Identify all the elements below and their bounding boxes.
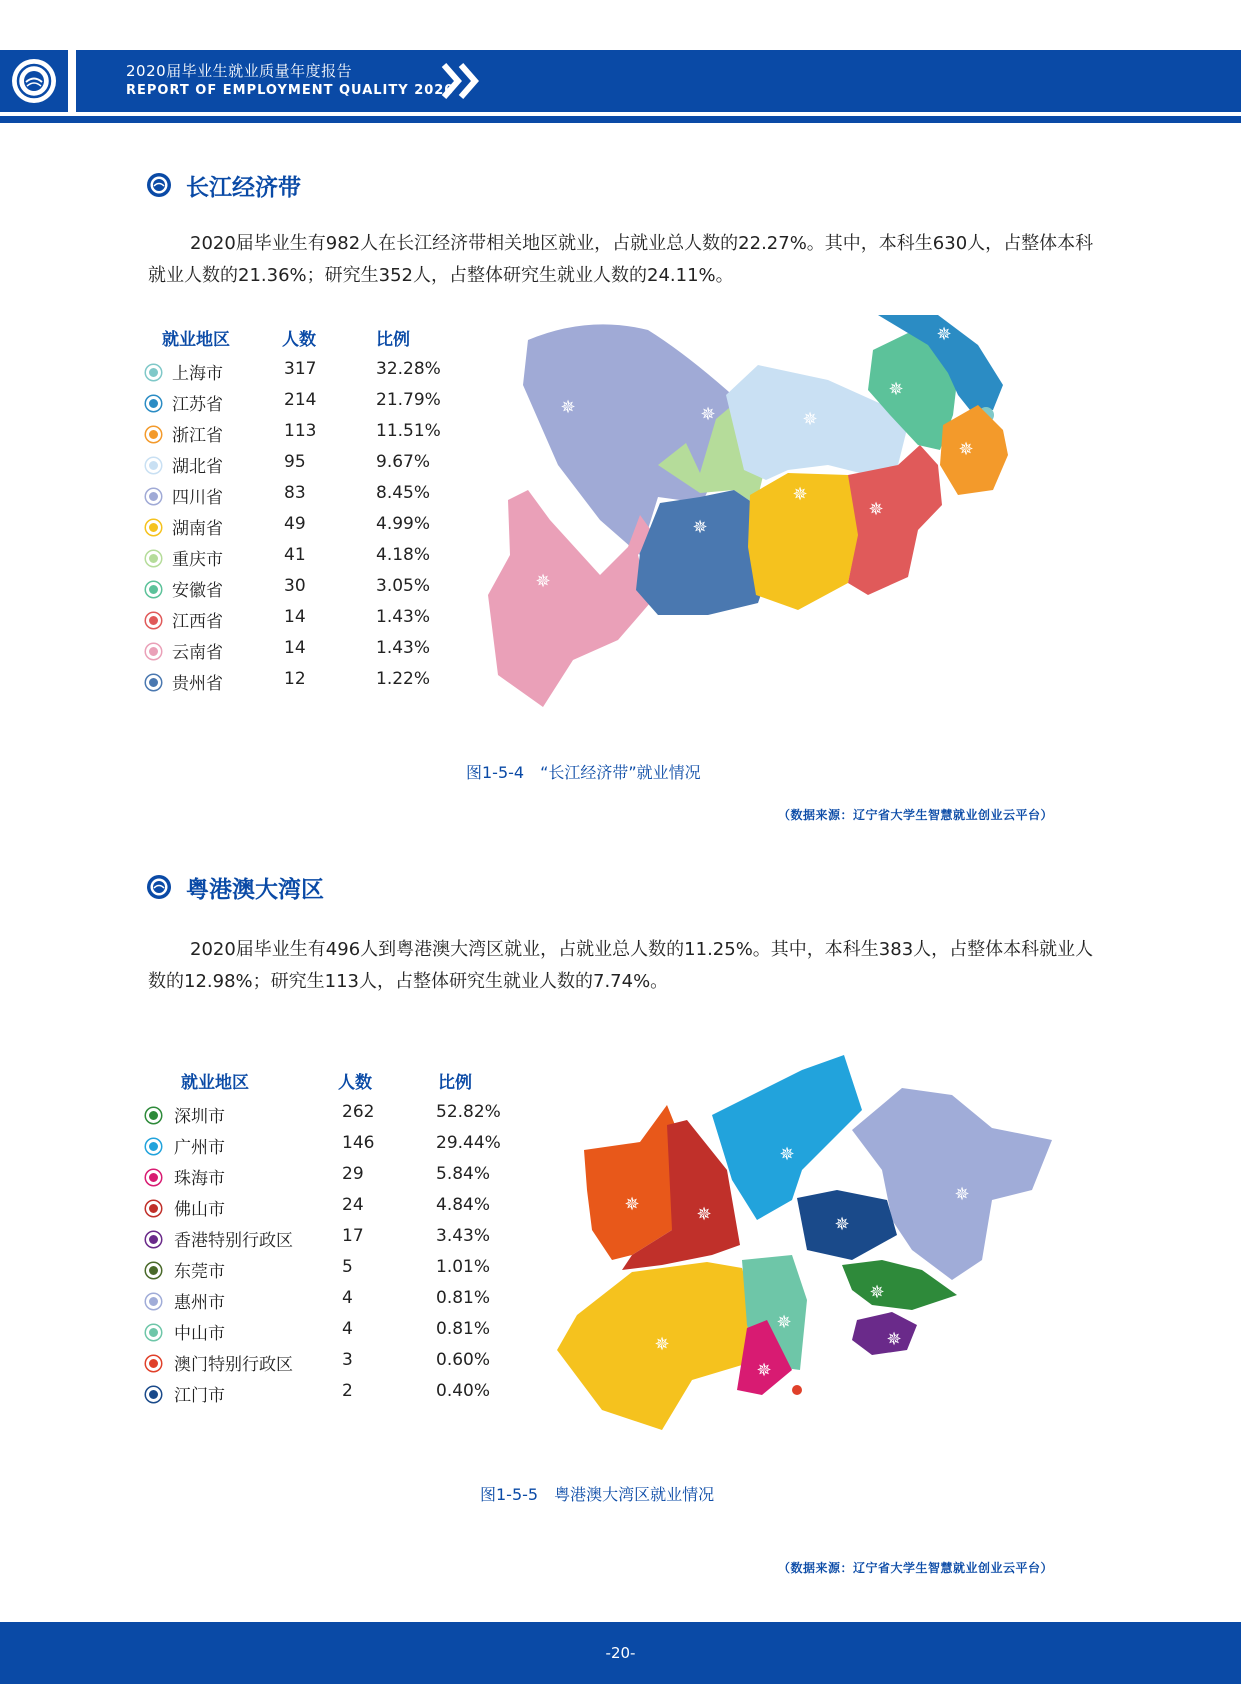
svg-text:✵: ✵ [624,1194,640,1215]
legend-dot-icon [146,613,161,628]
table-row [146,1102,526,1133]
table-row [146,1288,526,1319]
svg-text:✵: ✵ [868,499,884,520]
cell-ratio: 1.43% [376,638,431,658]
svg-text:✵: ✵ [692,517,708,538]
svg-text:✵: ✵ [700,404,716,425]
page-header [0,50,1241,112]
svg-text:✵: ✵ [886,1329,902,1350]
cell-count: 4 [342,1288,353,1308]
svg-text:✵: ✵ [888,379,904,400]
legend-dot-icon [146,396,161,411]
legend-dot-icon [146,1170,161,1185]
section1-paragraph: 2020届毕业生有982人在长江经济带相关地区就业，占就业总人数的22.27%。其中，本科生630人，占整体本科就业人数的21.36%；研究生352人，占整体研究生就业人数的24.11%。 [148,233,1094,286]
table-row [146,576,466,607]
cell-ratio: 3.05% [376,576,431,596]
cell-count: 214 [284,390,317,410]
map-region-macau [792,1385,802,1395]
cell-count: 24 [342,1195,364,1215]
section-emblem-icon [146,172,172,198]
cell-ratio: 5.84% [436,1164,491,1184]
cell-count: 4 [342,1319,353,1339]
legend-dot-icon [146,675,161,690]
legend-dot-icon [146,1387,161,1402]
cell-ratio: 1.22% [376,669,431,689]
cell-region: 云南省 [172,643,223,663]
map-region-huizhou [852,1088,1052,1280]
cell-region: 四川省 [172,488,223,508]
cell-ratio: 1.01% [436,1257,491,1277]
cell-ratio: 29.44% [436,1133,501,1153]
svg-text:✵: ✵ [936,324,952,345]
legend-dot-icon [146,1139,161,1154]
table-row [146,545,466,576]
svg-text:✵: ✵ [535,571,551,592]
table-row [146,421,466,452]
svg-text:✵: ✵ [756,1360,772,1381]
cell-region: 惠州市 [174,1293,225,1313]
page-footer [0,1622,1241,1684]
table-row [146,1381,526,1412]
report-title-en: REPORT OF EMPLOYMENT QUALITY 2020 [126,83,455,98]
cell-ratio: 11.51% [376,421,441,441]
cell-ratio: 32.28% [376,359,441,379]
cell-ratio: 1.43% [376,607,431,627]
table-row [146,638,466,669]
legend-dot-icon [146,1356,161,1371]
cell-region: 安徽省 [172,581,223,601]
svg-text:✵: ✵ [696,1204,712,1225]
cell-region: 湖南省 [172,519,223,539]
legend-dot-icon [146,1263,161,1278]
cell-ratio: 0.60% [436,1350,491,1370]
cell-ratio: 4.99% [376,514,431,534]
cell-ratio: 0.81% [436,1288,491,1308]
svg-text:✵: ✵ [560,397,576,418]
svg-text:✵: ✵ [834,1214,850,1235]
cell-region: 珠海市 [174,1169,225,1189]
section-title-gba [146,872,324,902]
cell-region: 江苏省 [172,395,223,415]
section-emblem-icon [146,874,172,900]
table-row [146,1195,526,1226]
cell-count: 3 [342,1350,353,1370]
cell-count: 317 [284,359,317,379]
legend-dot-icon [146,1108,161,1123]
header-divider [0,116,1241,123]
page-number: -20- [605,1644,636,1662]
table-row [146,483,466,514]
cell-count: 83 [284,483,306,503]
legend-dot-icon [146,1294,161,1309]
cell-ratio: 4.84% [436,1195,491,1215]
header-count: 人数 [282,330,316,350]
header-count: 人数 [338,1073,372,1093]
cell-ratio: 21.79% [376,390,441,410]
legend-dot-icon [146,489,161,504]
legend-dot-icon [146,365,161,380]
cell-count: 113 [284,421,317,441]
cell-ratio: 8.45% [376,483,431,503]
report-title-cn: 2020届毕业生就业质量年度报告 [126,62,353,80]
cell-ratio: 52.82% [436,1102,501,1122]
cell-count: 14 [284,638,306,658]
cell-region: 浙江省 [172,426,223,446]
table-row [146,669,466,700]
svg-text:✵: ✵ [779,1144,795,1165]
cell-count: 12 [284,669,306,689]
svg-text:✵: ✵ [792,484,808,505]
header-region: 就业地区 [181,1073,249,1093]
table-row [146,452,466,483]
table-header [146,1068,526,1098]
section-title-text: 长江经济带 [186,174,301,201]
header-ratio: 比例 [376,330,410,350]
university-logo [12,59,56,103]
legend-dot-icon [146,458,161,473]
legend-dot-icon [146,1232,161,1247]
cell-ratio: 0.81% [436,1319,491,1339]
cell-count: 17 [342,1226,364,1246]
cell-count: 41 [284,545,306,565]
legend-dot-icon [146,520,161,535]
legend-dot-icon [146,582,161,597]
table-row [146,390,466,421]
svg-text:✵: ✵ [654,1334,670,1355]
cell-region: 佛山市 [174,1200,225,1220]
cell-region: 广州市 [174,1138,225,1158]
cell-count: 29 [342,1164,364,1184]
section-title-text: 粤港澳大湾区 [186,876,324,903]
cell-region: 澳门特别行政区 [174,1355,293,1375]
section2-paragraph: 2020届毕业生有496人到粤港澳大湾区就业，占就业总人数的11.25%。其中，本科生383人，占整体本科就业人数的12.98%；研究生113人，占整体研究生就业人数的7.74%。 [148,939,1094,992]
cell-count: 146 [342,1133,375,1153]
cell-region: 上海市 [172,364,223,384]
table-row [146,514,466,545]
cell-ratio: 9.67% [376,452,431,472]
header-region: 就业地区 [162,330,230,350]
svg-text:✵: ✵ [958,439,974,460]
table-row [146,607,466,638]
cell-region: 湖北省 [172,457,223,477]
cell-region: 香港特别行政区 [174,1231,293,1251]
table-row [146,359,466,390]
header-bar [76,50,1241,112]
legend-dot-icon [146,427,161,442]
header-ratio: 比例 [438,1073,472,1093]
figure-caption-1: 图1-5-4 “长江经济带”就业情况 [466,763,701,782]
table-row [146,1350,526,1381]
double-chevron-icon [441,62,485,100]
cell-region: 贵州省 [172,674,223,694]
cell-ratio: 0.40% [436,1381,491,1401]
yangtze-table [146,325,466,700]
cell-region: 江西省 [172,612,223,632]
cell-region: 重庆市 [172,550,223,570]
cell-count: 262 [342,1102,375,1122]
gba-table [146,1068,526,1412]
svg-text:✵: ✵ [869,1282,885,1303]
table-row [146,1133,526,1164]
cell-ratio: 3.43% [436,1226,491,1246]
svg-text:✵: ✵ [802,409,818,430]
cell-region: 深圳市 [174,1107,225,1127]
cell-ratio: 4.18% [376,545,431,565]
section-title-yangtze [146,170,301,200]
cell-region: 江门市 [174,1386,225,1406]
gba-map [552,1050,1092,1440]
table-row [146,1226,526,1257]
logo-box [0,50,68,112]
map-region-hongkong [852,1312,917,1355]
legend-dot-icon [146,551,161,566]
cell-count: 95 [284,452,306,472]
legend-dot-icon [146,1325,161,1340]
table-row [146,1257,526,1288]
svg-text:✵: ✵ [954,1184,970,1205]
cell-count: 2 [342,1381,353,1401]
cell-count: 5 [342,1257,353,1277]
legend-dot-icon [146,1201,161,1216]
table-header [146,325,466,355]
data-source-1: （数据来源：辽宁省大学生智慧就业创业云平台） [778,808,1054,822]
cell-count: 49 [284,514,306,534]
cell-count: 30 [284,576,306,596]
data-source-2: （数据来源：辽宁省大学生智慧就业创业云平台） [778,1561,1054,1575]
cell-region: 东莞市 [174,1262,225,1282]
cell-count: 14 [284,607,306,627]
legend-dot-icon [146,644,161,659]
figure-caption-2: 图1-5-5 粤港澳大湾区就业情况 [480,1485,715,1504]
table-row [146,1319,526,1350]
svg-text:✵: ✵ [776,1312,792,1333]
table-row [146,1164,526,1195]
yangtze-map [488,315,1088,715]
cell-region: 中山市 [174,1324,225,1344]
